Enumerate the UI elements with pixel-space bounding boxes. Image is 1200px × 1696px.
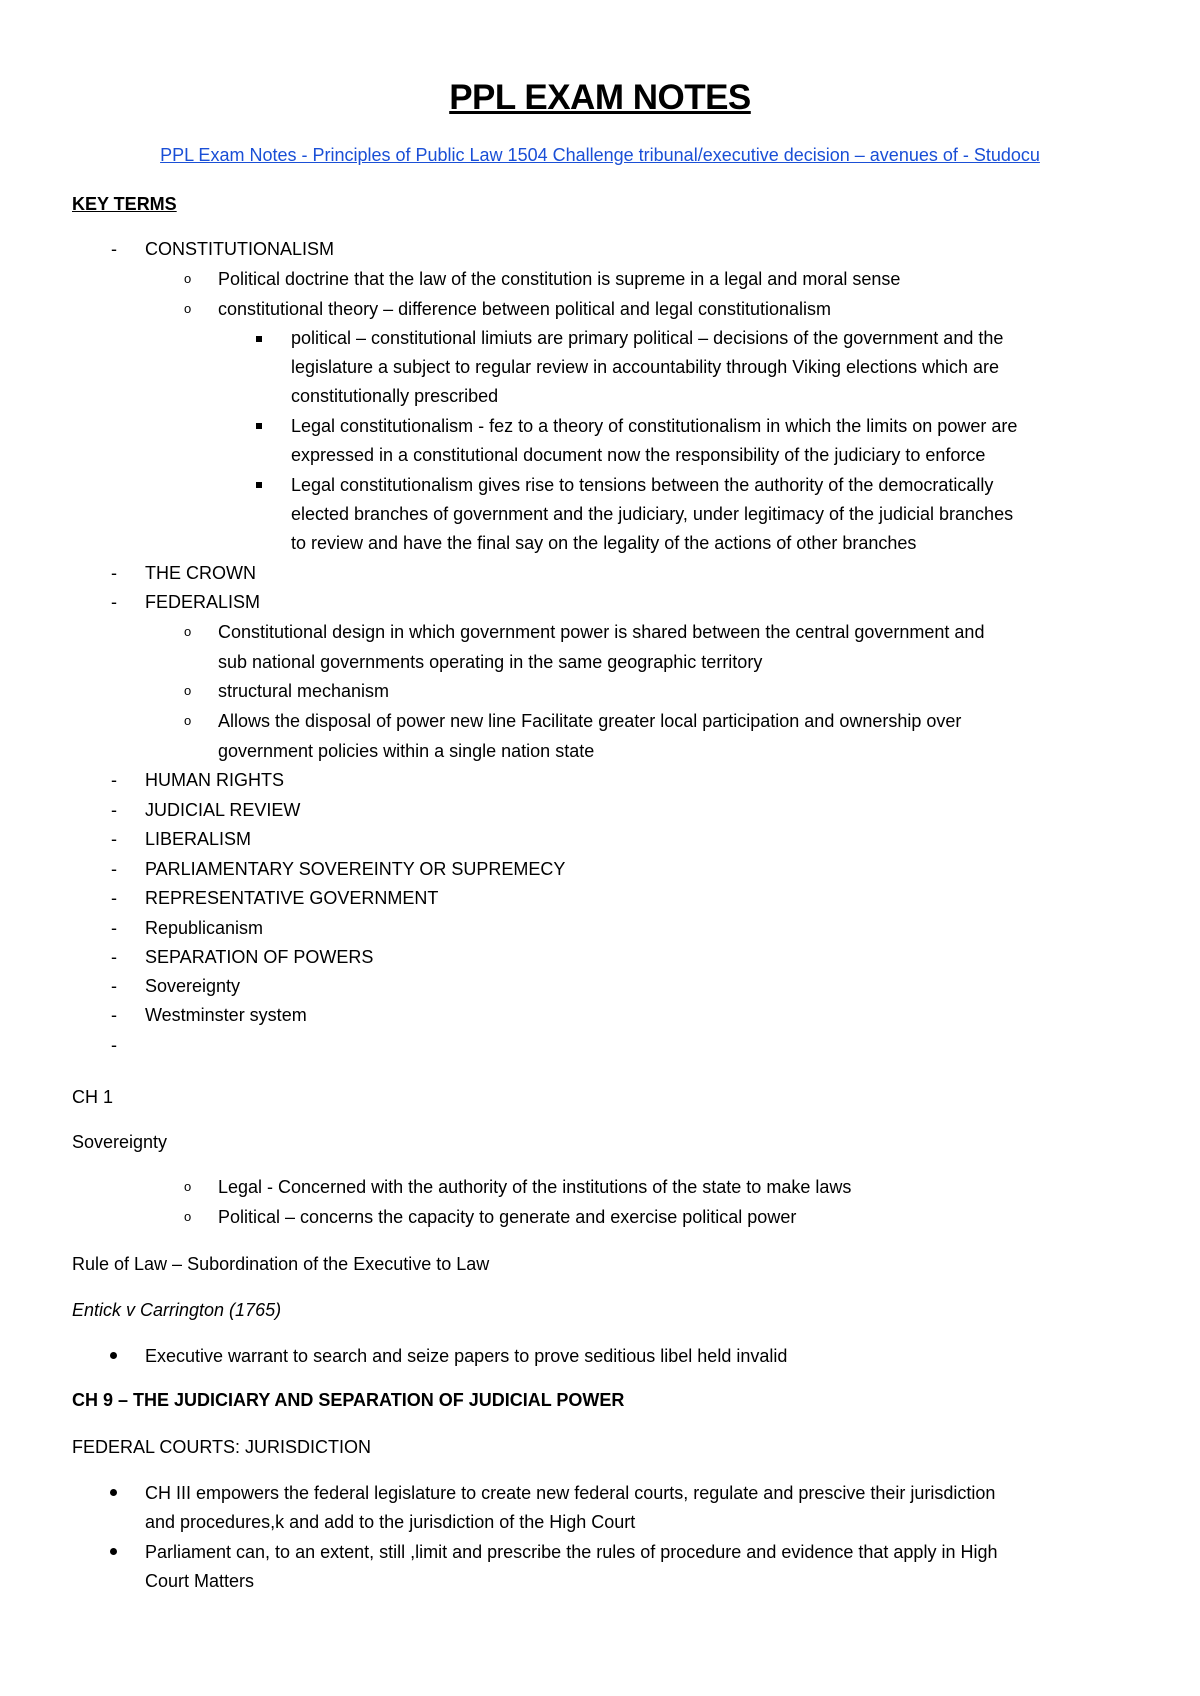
ch9-point: CH III empowers the federal legislature to create new federal courts, regulate and prescive their jurisdiction — [145, 1483, 996, 1503]
dash-marker: - — [111, 947, 117, 967]
term-item: LIBERALISM — [145, 829, 252, 849]
ch9-point: and procedures,k and add to the jurisdiction of the High Court — [145, 1512, 636, 1532]
case-point: Executive warrant to search and seize papers to prove seditious libel held invalid — [145, 1346, 788, 1366]
dash-marker: - — [111, 859, 117, 879]
dash-marker: - — [111, 592, 117, 612]
term-item: REPRESENTATIVE GOVERNMENT — [145, 888, 439, 908]
circle-marker: o — [184, 1209, 192, 1224]
circle-marker: o — [184, 271, 192, 286]
detail-line: elected branches of government and the judiciary, under legitimacy of the judicial branches — [291, 504, 1014, 524]
detail-line: to review and have the final say on the legality of the actions of other branches — [291, 533, 917, 553]
term-item: Westminster system — [145, 1005, 307, 1025]
ch1-heading: CH 1 — [72, 1087, 114, 1107]
dash-marker: - — [111, 770, 117, 790]
term-federalism: FEDERALISM — [145, 592, 261, 612]
bullet-marker — [110, 1489, 117, 1496]
term-the-crown: THE CROWN — [145, 563, 256, 583]
square-marker — [256, 336, 262, 342]
circle-marker: o — [184, 1179, 192, 1194]
source-link[interactable]: PPL Exam Notes - Principles of Public Law 1504 Challenge tribunal/executive decision – avenues of - Studocu — [160, 145, 1040, 165]
sovereignty-point: Political – concerns the capacity to generate and exercise political power — [218, 1207, 797, 1227]
circle-marker: o — [184, 301, 192, 316]
sub-point: sub national governments operating in the same geographic territory — [218, 652, 763, 672]
term-item: JUDICIAL REVIEW — [145, 800, 301, 820]
dash-marker: - — [111, 829, 117, 849]
square-marker — [256, 423, 262, 429]
sub-point: government policies within a single nation state — [218, 741, 595, 761]
detail-line: legislature a subject to regular review in accountability through Viking elections which are — [291, 357, 1000, 377]
sovereignty-heading: Sovereignty — [72, 1132, 168, 1152]
ch9-point: Court Matters — [145, 1571, 255, 1591]
term-item: SEPARATION OF POWERS — [145, 947, 374, 967]
key-terms-heading: KEY TERMS — [72, 194, 177, 214]
circle-marker: o — [184, 683, 192, 698]
sub-point: Political doctrine that the law of the constitution is supreme in a legal and moral sense — [218, 269, 901, 289]
ch9-subheading: FEDERAL COURTS: JURISDICTION — [72, 1437, 372, 1457]
case-name: Entick v Carrington (1765) — [72, 1300, 282, 1320]
document-title: PPL EXAM NOTES — [449, 78, 751, 117]
term-item: HUMAN RIGHTS — [145, 770, 284, 790]
sub-point: Allows the disposal of power new line Facilitate greater local participation and ownership over — [218, 711, 962, 731]
dash-marker: - — [111, 976, 117, 996]
sub-point: structural mechanism — [218, 681, 390, 701]
sub-point: Constitutional design in which government power is shared between the central government and — [218, 622, 985, 642]
circle-marker: o — [184, 624, 192, 639]
dash-marker: - — [111, 563, 117, 583]
term-item: Sovereignty — [145, 976, 241, 996]
term-item: Republicanism — [145, 918, 264, 938]
sovereignty-point: Legal - Concerned with the authority of the institutions of the state to make laws — [218, 1177, 852, 1197]
dash-marker: - — [111, 239, 117, 259]
rule-of-law-line: Rule of Law – Subordination of the Executive to Law — [72, 1254, 490, 1274]
dash-marker: - — [111, 888, 117, 908]
term-constitutionalism: CONSTITUTIONALISM — [145, 239, 335, 259]
detail-line: Legal constitutionalism gives rise to tensions between the authority of the democratically — [291, 475, 994, 495]
ch9-heading: CH 9 – THE JUDICIARY AND SEPARATION OF JUDICIAL POWER — [72, 1390, 625, 1410]
term-item: PARLIAMENTARY SOVEREINTY OR SUPREMECY — [145, 859, 566, 879]
detail-line: Legal constitutionalism - fez to a theory of constitutionalism in which the limits on power are — [291, 416, 1018, 436]
square-marker — [256, 482, 262, 488]
bullet-marker — [110, 1352, 117, 1359]
bullet-marker — [110, 1548, 117, 1555]
detail-line: political – constitutional limiuts are primary political – decisions of the government and the — [291, 328, 1004, 348]
dash-marker: - — [111, 1035, 117, 1055]
detail-line: constitutionally prescribed — [291, 386, 499, 406]
circle-marker: o — [184, 713, 192, 728]
dash-marker: - — [111, 800, 117, 820]
dash-marker: - — [111, 1005, 117, 1025]
sub-point: constitutional theory – difference between political and legal constitutionalism — [218, 299, 832, 319]
ch9-point: Parliament can, to an extent, still ,limit and prescribe the rules of procedure and evidence that apply in High — [145, 1542, 998, 1562]
dash-marker: - — [111, 918, 117, 938]
detail-line: expressed in a constitutional document now the responsibility of the judiciary to enforce — [291, 445, 986, 465]
